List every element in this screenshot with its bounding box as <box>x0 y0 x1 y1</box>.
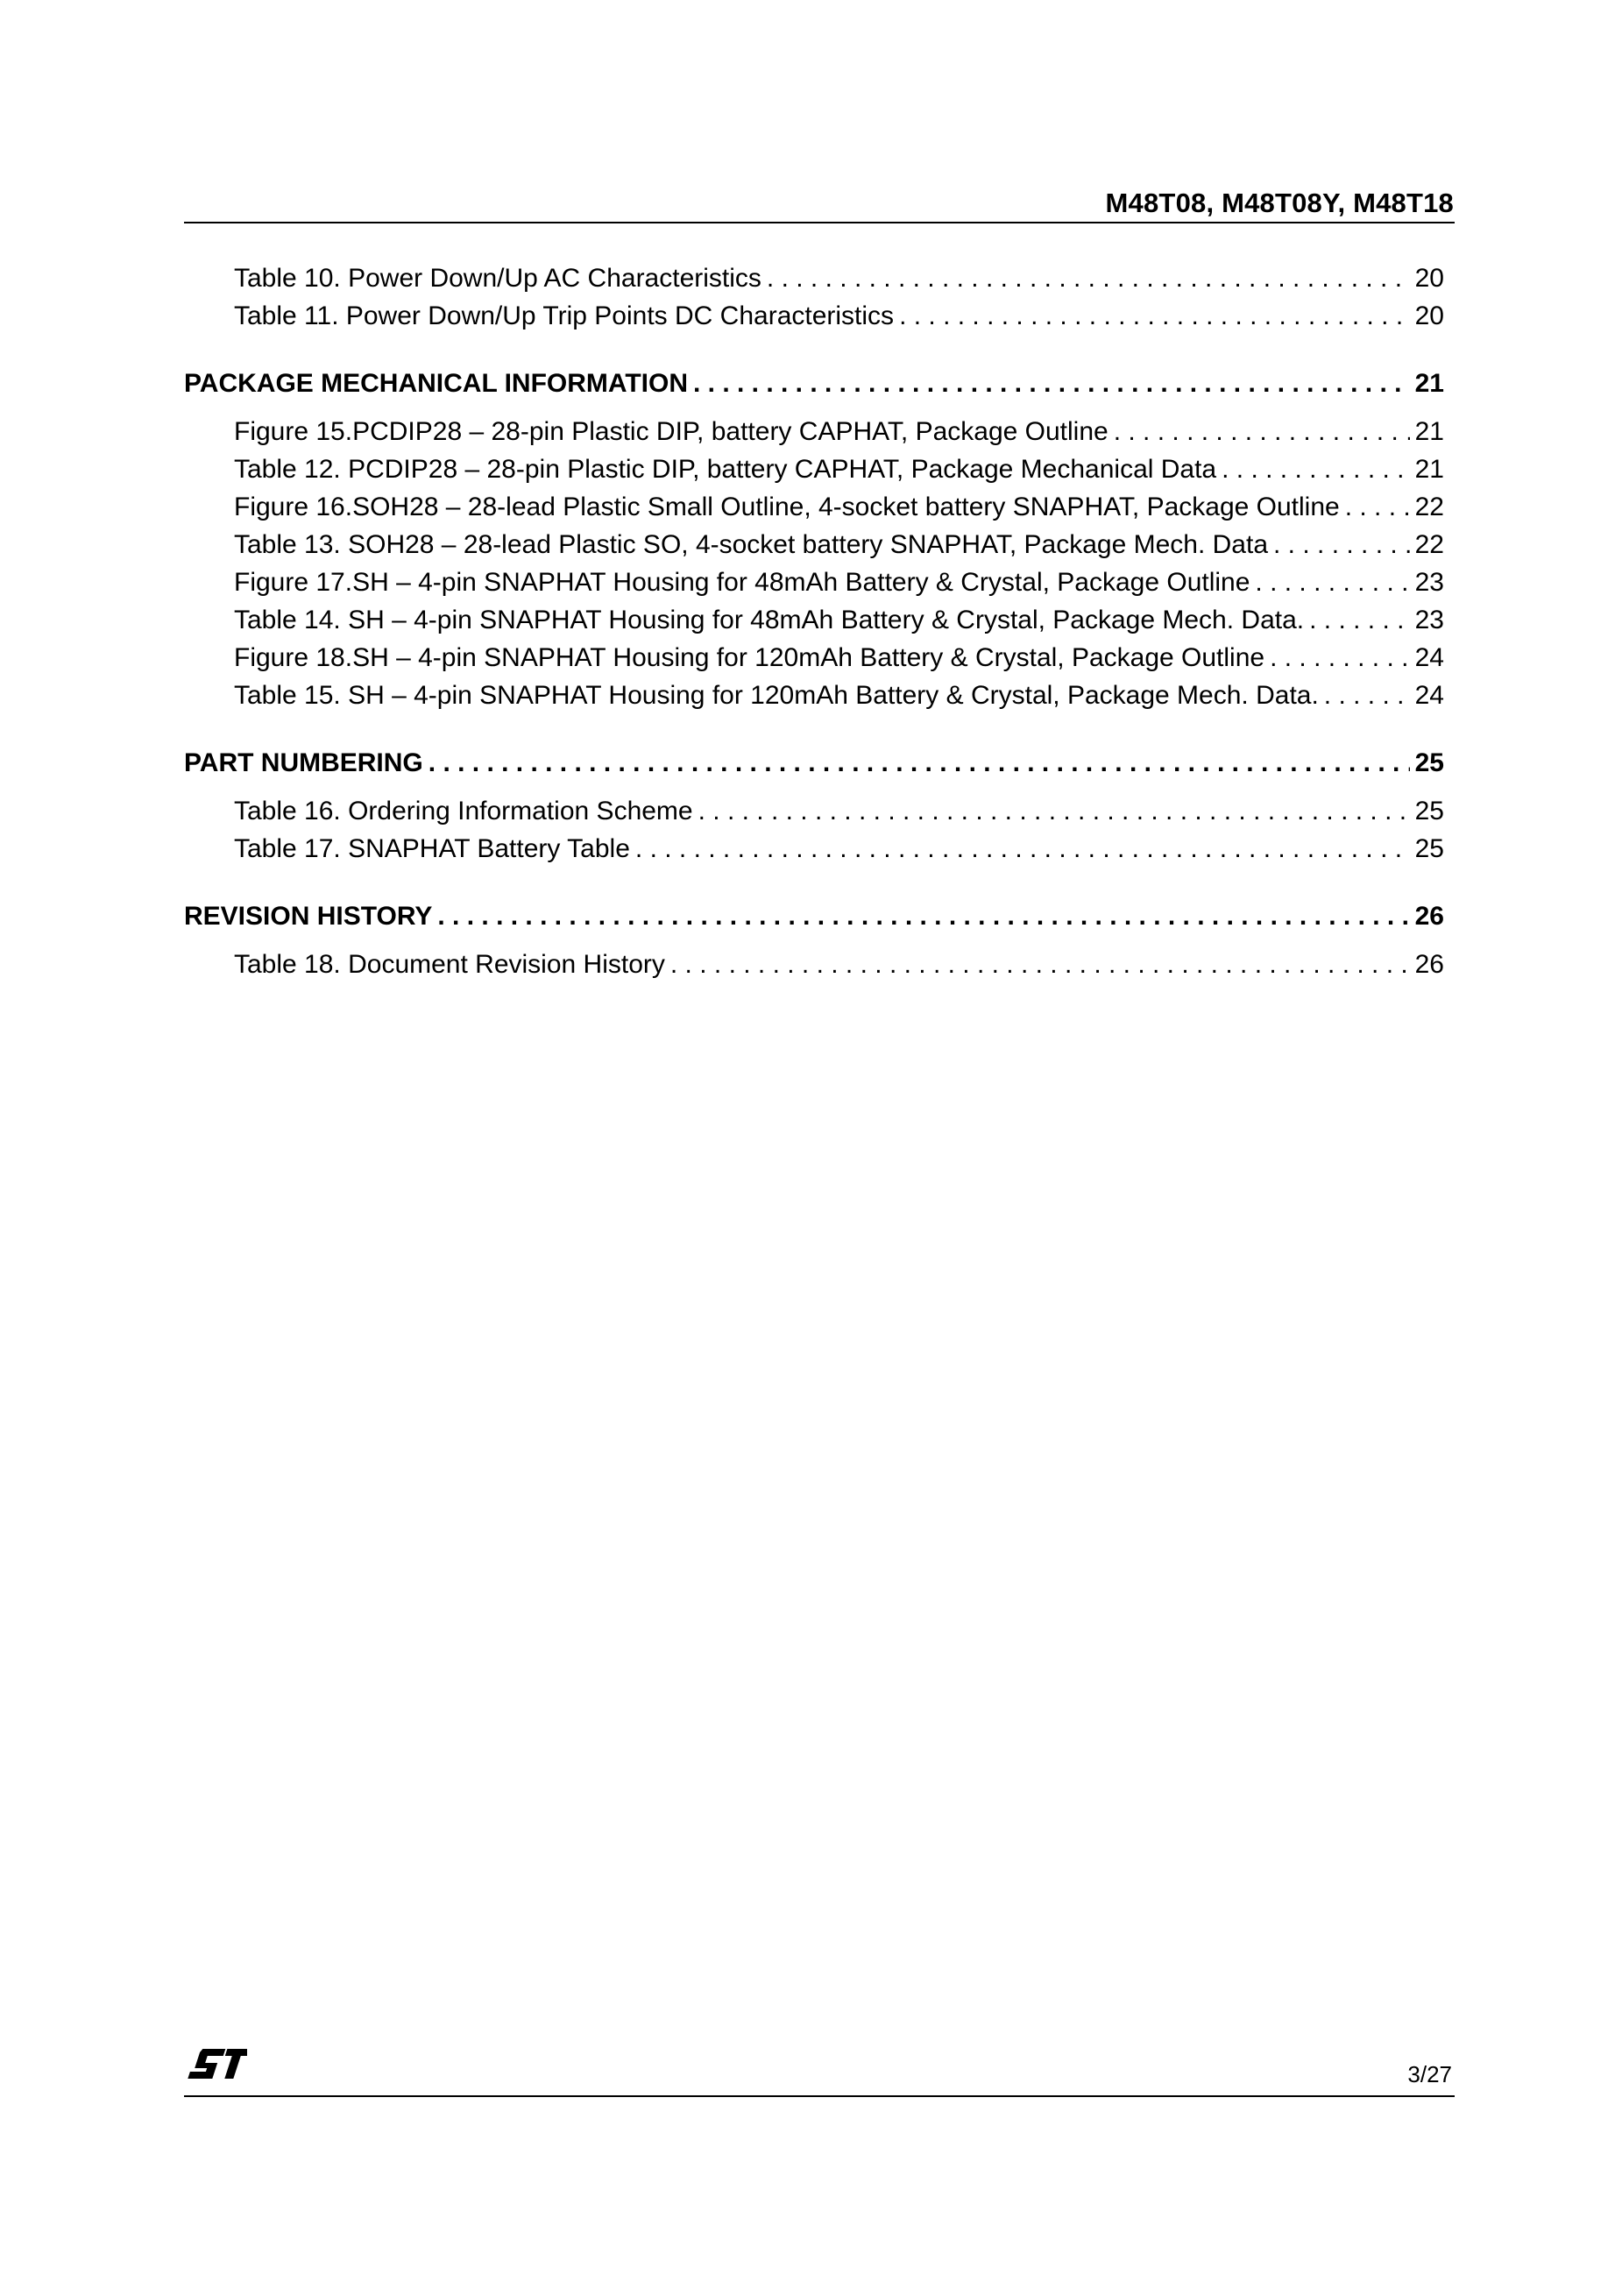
toc-entry[interactable] <box>184 601 1444 639</box>
toc-entry-page: 22 <box>1414 493 1444 521</box>
toc-entry-label: Table 18. Document Revision History <box>234 950 665 979</box>
toc-entry[interactable] <box>184 677 1444 714</box>
st-logo-icon <box>184 2047 247 2086</box>
toc-section-label: REVISION HISTORY <box>184 902 433 931</box>
toc-entry[interactable] <box>184 488 1444 526</box>
toc-entry-page: 25 <box>1414 834 1444 863</box>
dot-leader <box>1270 639 1410 677</box>
toc-entry-label: Table 13. SOH28 – 28-lead Plastic SO, 4-socket battery SNAPHAT, Package Mech. Data <box>234 530 1269 559</box>
toc-entry[interactable] <box>184 946 1444 983</box>
document-header-title: M48T08, M48T08Y, M48T18 <box>1105 188 1454 218</box>
toc-entry-label: Table 11. Power Down/Up Trip Points DC Characteristics <box>234 301 895 330</box>
toc-entry-page: 21 <box>1414 417 1444 446</box>
toc-entry[interactable] <box>184 259 1444 297</box>
dot-leader <box>767 259 1410 297</box>
toc-section-page: 26 <box>1414 902 1444 931</box>
dot-leader <box>1324 677 1410 714</box>
toc-section-page: 25 <box>1414 748 1444 777</box>
toc-entry[interactable] <box>184 413 1444 450</box>
toc-entry[interactable] <box>184 450 1444 488</box>
toc-entry[interactable] <box>184 526 1444 563</box>
dot-leader <box>1273 526 1410 563</box>
toc-entry-label: Table 16. Ordering Information Scheme <box>234 797 693 826</box>
table-of-contents <box>184 259 1444 983</box>
footer-rule <box>184 2095 1455 2097</box>
toc-entry-page: 20 <box>1414 301 1444 330</box>
toc-entry-label: Table 10. Power Down/Up AC Characteristics <box>234 264 761 293</box>
dot-leader <box>698 792 1410 830</box>
toc-entry-page: 24 <box>1414 643 1444 672</box>
toc-entry[interactable] <box>184 830 1444 868</box>
dot-leader <box>899 297 1410 335</box>
dot-leader <box>670 946 1410 983</box>
toc-section-part-numbering[interactable] <box>184 744 1444 782</box>
page-number: 3/27 <box>1407 2061 1452 2087</box>
toc-entry[interactable] <box>184 792 1444 830</box>
toc-entry-page: 21 <box>1414 455 1444 484</box>
toc-entry-page: 23 <box>1414 568 1444 597</box>
toc-entry-label: Figure 18.SH – 4-pin SNAPHAT Housing for 120mAh Battery & Crystal, Package Outline <box>234 643 1265 672</box>
toc-entry[interactable] <box>184 297 1444 335</box>
toc-entry-label: Table 17. SNAPHAT Battery Table <box>234 834 630 863</box>
dot-leader <box>1345 488 1410 526</box>
toc-entry-page: 26 <box>1414 950 1444 979</box>
toc-entry-label: Table 12. PCDIP28 – 28-pin Plastic DIP, battery CAPHAT, Package Mechanical Data <box>234 455 1217 484</box>
toc-entry-page: 25 <box>1414 797 1444 826</box>
toc-entry[interactable] <box>184 563 1444 601</box>
dot-leader <box>429 744 1410 782</box>
dot-leader <box>437 897 1409 935</box>
dot-leader <box>635 830 1410 868</box>
toc-entry-page: 20 <box>1414 264 1444 293</box>
toc-entry-label: Figure 16.SOH28 – 28-lead Plastic Small Outline, 4-socket battery SNAPHAT, Package Outline <box>234 493 1340 521</box>
dot-leader <box>693 365 1410 402</box>
toc-section-package-mechanical-information[interactable] <box>184 365 1444 402</box>
toc-section-label: PACKAGE MECHANICAL INFORMATION <box>184 369 688 398</box>
toc-entry-label: Table 15. SH – 4-pin SNAPHAT Housing for 120mAh Battery & Crystal, Package Mech. Data. <box>234 681 1319 710</box>
dot-leader <box>1114 413 1410 450</box>
header-rule <box>184 222 1455 223</box>
dot-leader <box>1255 563 1409 601</box>
toc-section-revision-history[interactable] <box>184 897 1444 935</box>
toc-entry-page: 24 <box>1414 681 1444 710</box>
toc-entry-page: 22 <box>1414 530 1444 559</box>
toc-entry-label: Table 14. SH – 4-pin SNAPHAT Housing for 48mAh Battery & Crystal, Package Mech. Data. <box>234 606 1305 634</box>
toc-entry-label: Figure 15.PCDIP28 – 28-pin Plastic DIP, battery CAPHAT, Package Outline <box>234 417 1108 446</box>
toc-entry-page: 23 <box>1414 606 1444 634</box>
toc-section-page: 21 <box>1414 369 1444 398</box>
toc-entry-label: Figure 17.SH – 4-pin SNAPHAT Housing for 48mAh Battery & Crystal, Package Outline <box>234 568 1250 597</box>
dot-leader <box>1309 601 1410 639</box>
toc-section-label: PART NUMBERING <box>184 748 423 777</box>
toc-entry[interactable] <box>184 639 1444 677</box>
dot-leader <box>1222 450 1410 488</box>
